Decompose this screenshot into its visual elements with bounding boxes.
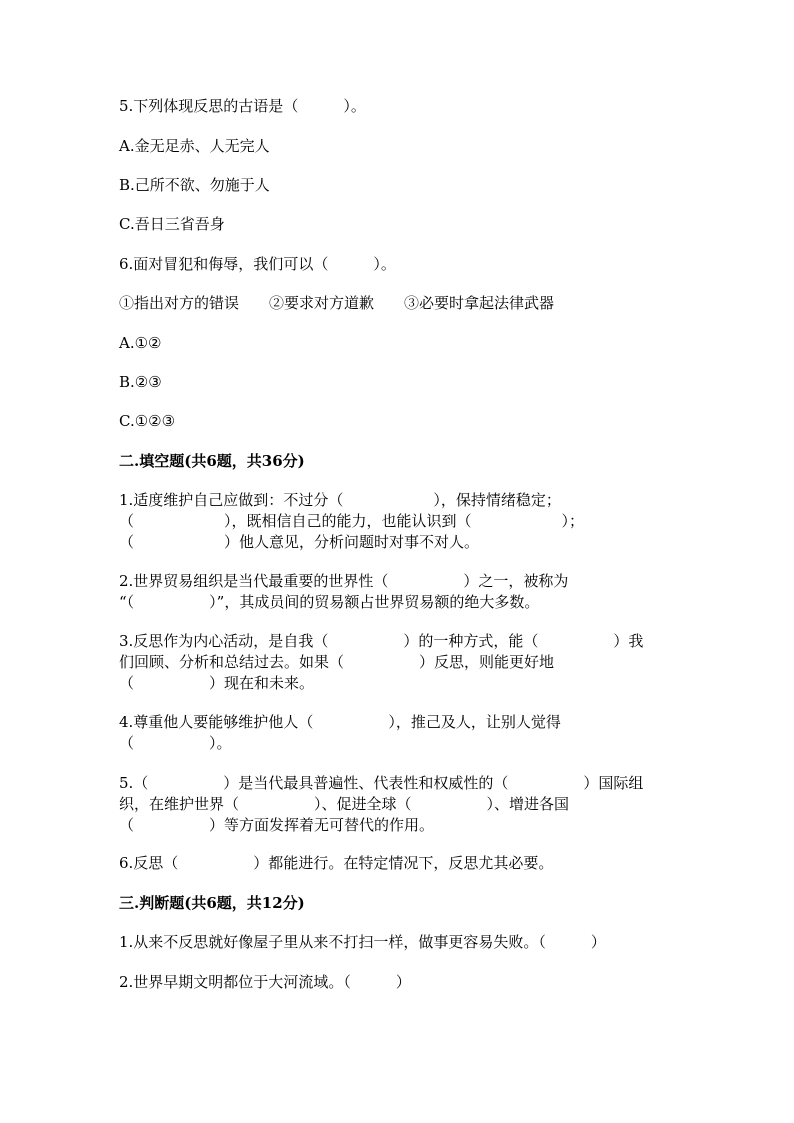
section-fill-blank-heading: 二.填空题(共6题，共36分) — [119, 452, 305, 470]
fill-q6-line-1: 6.反思（ ）都能进行。在特定情况下，反思尤其必要。 — [119, 854, 554, 872]
fill-q1-line-1: 1.适度维护自己应做到：不过分（ ），保持情绪稳定； — [119, 491, 561, 509]
fill-q2-line-1: 2.世界贸易组织是当代最重要的世界性（ ）之一，被称为 — [119, 572, 569, 590]
judge-q1: 1.从来不反思就好像屋子里从来不打扫一样，做事更容易失败。（ ） — [119, 933, 606, 951]
q6-option-a: A.①② — [119, 334, 162, 352]
q5-option-a: A.金无足赤、人无完人 — [119, 137, 270, 155]
fill-q5-line-3: （ ）等方面发挥着无可替代的作用。 — [119, 816, 435, 834]
q5-option-b: B.己所不欲、勿施于人 — [119, 176, 270, 194]
fill-q5-line-2: 织，在维护世界（ ）、促进全球（ ）、增进各国 — [119, 795, 570, 813]
q6-option-b: B.②③ — [119, 373, 162, 391]
fill-q3-line-3: （ ）现在和未来。 — [119, 674, 315, 692]
q5-stem: 5.下列体现反思的古语是（ ）。 — [119, 97, 366, 115]
fill-q1-line-2: （ ），既相信自己的能力，也能认识到（ ）； — [119, 512, 585, 530]
fill-q2-line-2: “（ ）”，其成员间的贸易额占世界贸易额的绝大多数。 — [119, 593, 540, 611]
fill-q4-line-2: （ ）。 — [119, 734, 232, 752]
fill-q3-line-2: 们回顾、分析和总结过去。如果（ ）反思，则能更好地 — [119, 653, 555, 671]
fill-q5-line-1: 5.（ ）是当代最具普遍性、代表性和权威性的（ ）国际组 — [119, 774, 644, 792]
q6-statements: ①指出对方的错误 ②要求对方道歉 ③必要时拿起法律武器 — [119, 294, 555, 312]
q5-option-c: C.吾日三省吾身 — [119, 215, 225, 233]
q6-option-c: C.①②③ — [119, 412, 176, 430]
fill-q3-line-1: 3.反思作为内心活动，是自我（ ）的一种方式，能（ ）我 — [119, 632, 644, 650]
section-true-false-heading: 三.判断题(共6题，共12分) — [119, 894, 305, 912]
fill-q4-line-1: 4.尊重他人要能够维护他人（ ），推己及人，让别人觉得 — [119, 713, 561, 731]
fill-q1-line-3: （ ）他人意见，分析问题时对事不对人。 — [119, 533, 480, 551]
q6-stem: 6.面对冒犯和侮辱，我们可以（ ）。 — [119, 255, 396, 273]
judge-q2: 2.世界早期文明都位于大河流域。（ ） — [119, 973, 411, 991]
